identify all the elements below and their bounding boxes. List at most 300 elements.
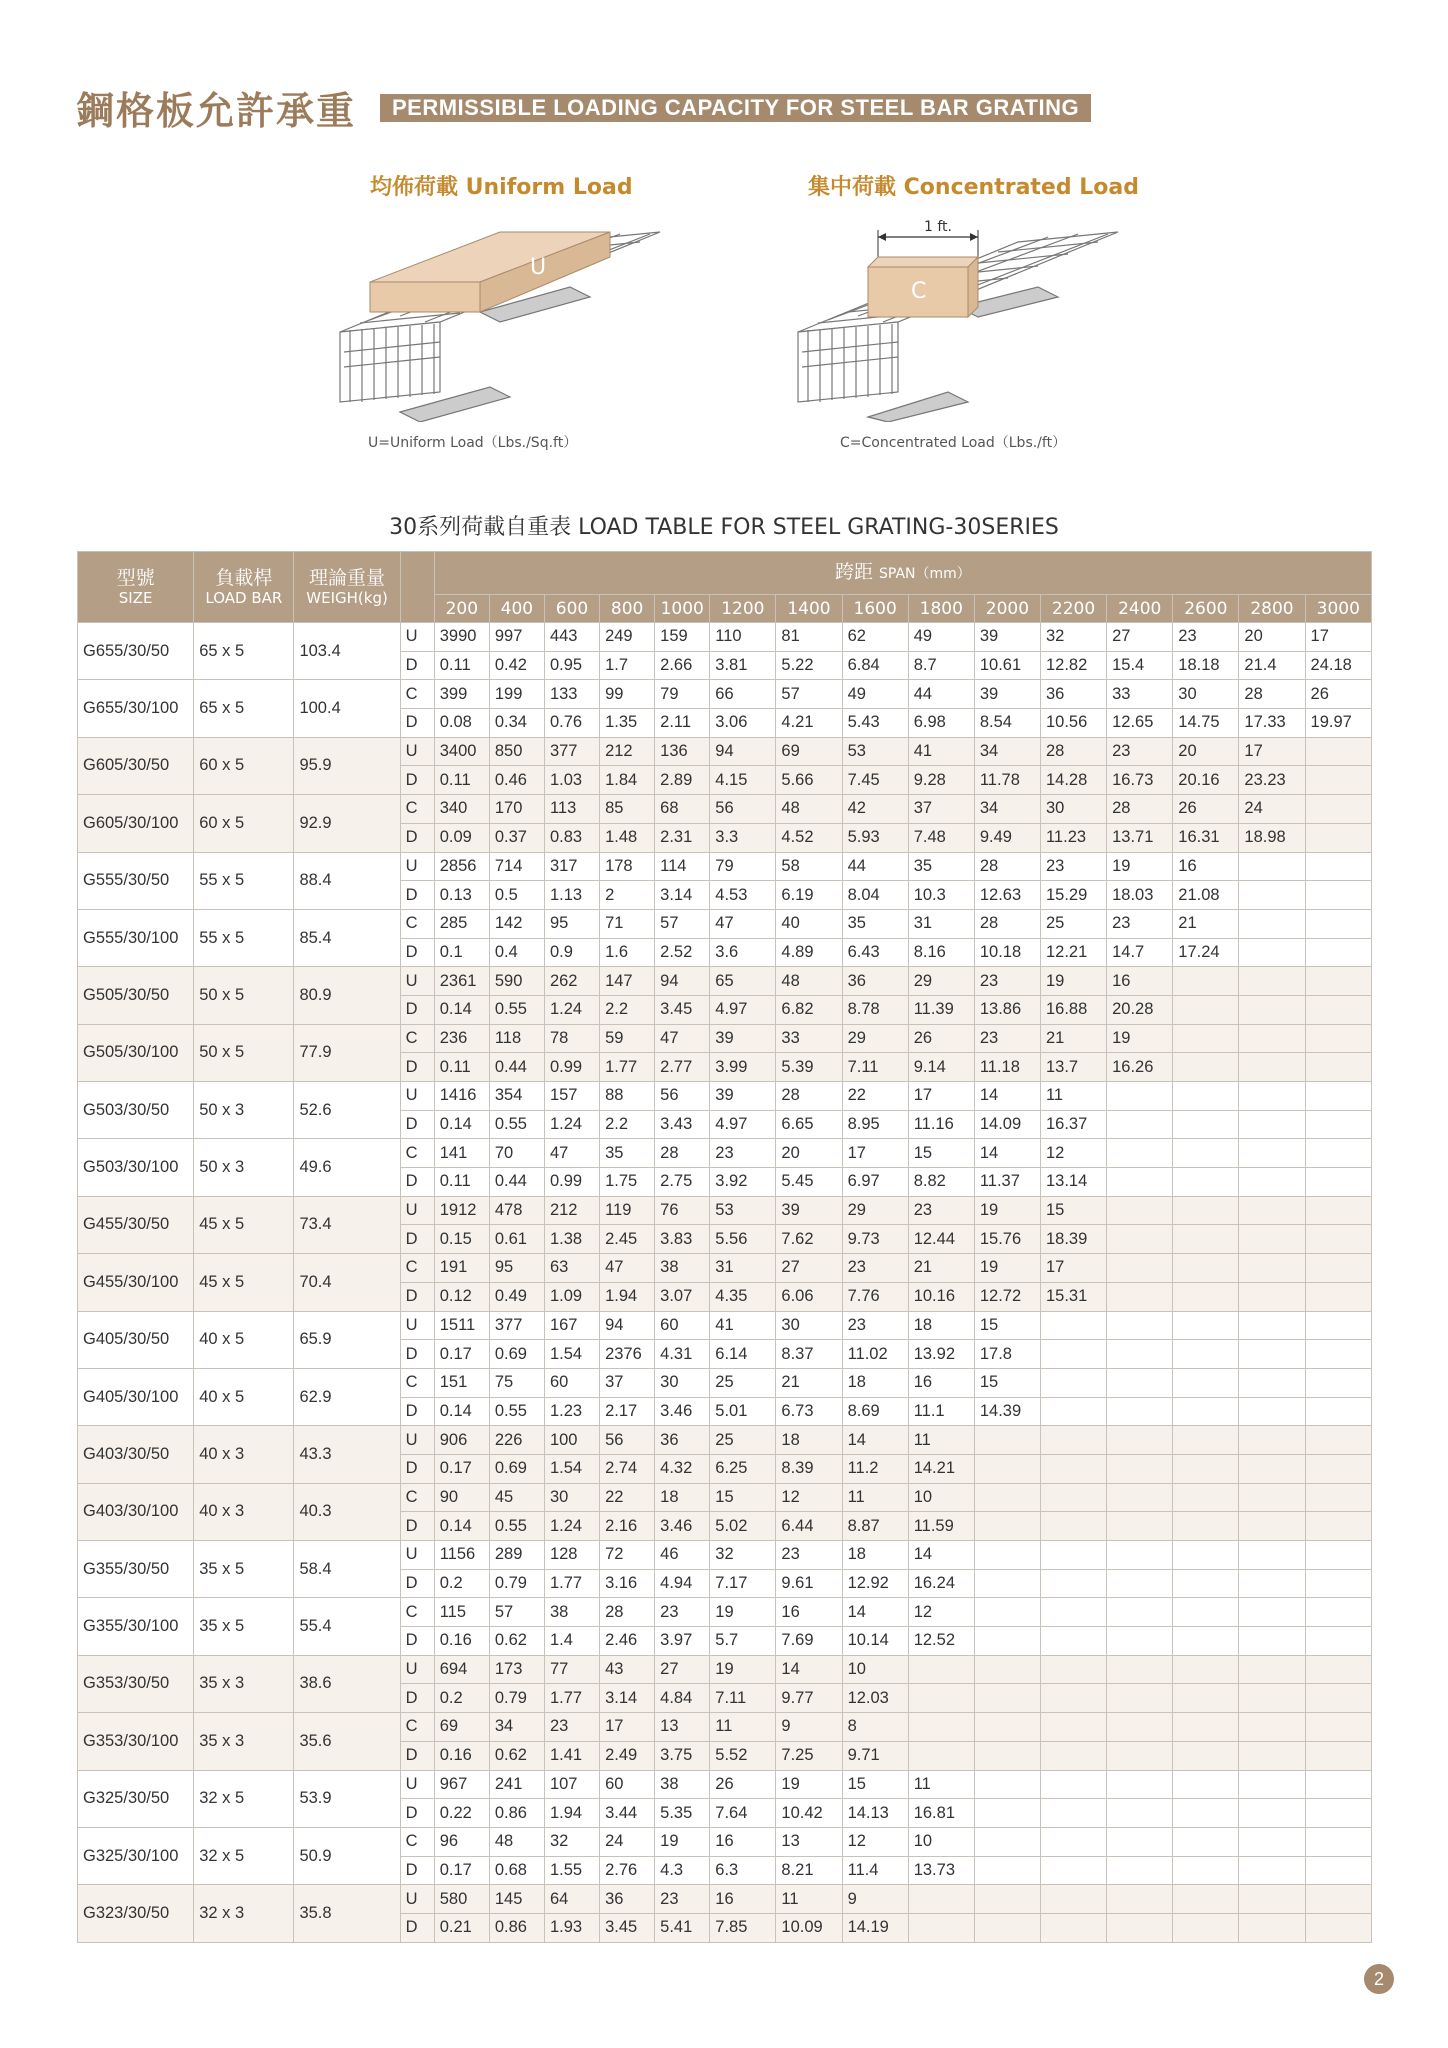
value-cell	[908, 1913, 974, 1942]
value-cell	[1040, 1426, 1106, 1455]
value-cell: 2.2	[600, 995, 655, 1024]
value-cell: 1.41	[544, 1741, 599, 1770]
value-cell: 1912	[434, 1196, 489, 1225]
value-cell: 11.59	[908, 1512, 974, 1541]
value-cell: 17	[600, 1713, 655, 1742]
value-cell: 5.41	[655, 1913, 710, 1942]
value-cell	[1305, 1483, 1371, 1512]
value-cell: 5.43	[842, 709, 908, 738]
value-cell	[1040, 1368, 1106, 1397]
value-cell: 59	[600, 1024, 655, 1053]
value-cell: 8.21	[776, 1856, 842, 1885]
value-cell	[1173, 1655, 1239, 1684]
value-cell: 3.97	[655, 1627, 710, 1656]
value-cell: 25	[710, 1426, 776, 1455]
value-cell: 212	[544, 1196, 599, 1225]
load-bar-cell: 65 x 5	[194, 680, 294, 737]
span-col-header: 1000	[655, 595, 710, 623]
value-cell: 47	[600, 1254, 655, 1283]
value-cell	[1239, 1913, 1305, 1942]
value-cell: 0.79	[489, 1569, 544, 1598]
table-row	[78, 1885, 1372, 1914]
value-cell: 0.62	[489, 1741, 544, 1770]
load-bar-cell: 60 x 5	[194, 737, 294, 794]
load-bar-cell: 50 x 3	[194, 1139, 294, 1196]
value-cell: 6.19	[776, 881, 842, 910]
value-cell: 71	[600, 909, 655, 938]
value-cell	[1305, 1569, 1371, 1598]
value-cell: 16	[710, 1885, 776, 1914]
value-cell: 1.35	[600, 709, 655, 738]
value-cell: 8.04	[842, 881, 908, 910]
value-cell: 10.3	[908, 881, 974, 910]
value-cell	[1305, 1053, 1371, 1082]
value-cell: 850	[489, 737, 544, 766]
value-cell	[908, 1741, 974, 1770]
value-cell: 17.8	[974, 1340, 1040, 1369]
value-cell: 27	[776, 1254, 842, 1283]
value-cell: 354	[489, 1082, 544, 1111]
value-cell	[1239, 1397, 1305, 1426]
value-cell: 45	[489, 1483, 544, 1512]
value-cell: 10	[842, 1655, 908, 1684]
value-cell: 4.84	[655, 1684, 710, 1713]
load-type-cell: U	[400, 1541, 434, 1570]
value-cell	[1239, 1053, 1305, 1082]
value-cell: 2.76	[600, 1856, 655, 1885]
weight-cell: 85.4	[294, 909, 400, 966]
size-cell: G405/30/50	[78, 1311, 194, 1368]
span-col-header: 2200	[1040, 595, 1106, 623]
value-cell: 48	[489, 1827, 544, 1856]
concentrated-load-diagram	[788, 212, 1128, 422]
value-cell	[1173, 1426, 1239, 1455]
value-cell	[1107, 1799, 1173, 1828]
value-cell	[1040, 1569, 1106, 1598]
value-cell	[1305, 1368, 1371, 1397]
value-cell: 147	[600, 967, 655, 996]
value-cell: 15	[908, 1139, 974, 1168]
value-cell	[1239, 995, 1305, 1024]
value-cell: 16	[1173, 852, 1239, 881]
value-cell: 0.42	[489, 651, 544, 680]
load-type-cell: C	[400, 1713, 434, 1742]
value-cell: 0.12	[434, 1282, 489, 1311]
size-cell: G605/30/50	[78, 737, 194, 794]
table-row	[78, 1139, 1372, 1168]
value-cell: 2.16	[600, 1512, 655, 1541]
value-cell	[1305, 938, 1371, 967]
value-cell: 63	[544, 1254, 599, 1283]
value-cell: 191	[434, 1254, 489, 1283]
value-cell	[1040, 1397, 1106, 1426]
load-type-cell: D	[400, 1913, 434, 1942]
value-cell	[1040, 1340, 1106, 1369]
value-cell	[1107, 1770, 1173, 1799]
weight-cell: 55.4	[294, 1598, 400, 1655]
load-type-cell: C	[400, 1254, 434, 1283]
value-cell: 0.37	[489, 823, 544, 852]
value-cell: 0.09	[434, 823, 489, 852]
value-cell: 47	[655, 1024, 710, 1053]
value-cell: 4.3	[655, 1856, 710, 1885]
weight-cell: 53.9	[294, 1770, 400, 1827]
load-bar-cell: 35 x 3	[194, 1655, 294, 1712]
value-cell: 47	[544, 1139, 599, 1168]
value-cell: 95	[544, 909, 599, 938]
table-row	[78, 795, 1372, 824]
value-cell: 23	[710, 1139, 776, 1168]
value-cell	[1305, 1827, 1371, 1856]
table-row	[78, 1598, 1372, 1627]
value-cell: 0.15	[434, 1225, 489, 1254]
size-cell: G455/30/100	[78, 1254, 194, 1311]
weight-cell: 100.4	[294, 680, 400, 737]
load-type-cell: D	[400, 823, 434, 852]
value-cell: 27	[1107, 623, 1173, 652]
value-cell	[974, 1827, 1040, 1856]
value-cell: 48	[776, 795, 842, 824]
value-cell	[1107, 1913, 1173, 1942]
value-cell: 79	[655, 680, 710, 709]
value-cell: 0.69	[489, 1454, 544, 1483]
value-cell: 8.39	[776, 1454, 842, 1483]
value-cell: 10.42	[776, 1799, 842, 1828]
value-cell: 19	[710, 1598, 776, 1627]
load-bar-cell: 40 x 3	[194, 1483, 294, 1540]
value-cell: 23	[842, 1311, 908, 1340]
value-cell: 2.74	[600, 1454, 655, 1483]
value-cell: 1.94	[544, 1799, 599, 1828]
size-cell: G353/30/50	[78, 1655, 194, 1712]
weight-cell: 35.8	[294, 1885, 400, 1942]
value-cell: 28	[1239, 680, 1305, 709]
value-cell: 30	[1173, 680, 1239, 709]
value-cell: 8.37	[776, 1340, 842, 1369]
value-cell	[1239, 1196, 1305, 1225]
value-cell: 12	[776, 1483, 842, 1512]
load-bar-cell: 45 x 5	[194, 1196, 294, 1253]
value-cell: 2.17	[600, 1397, 655, 1426]
value-cell	[974, 1856, 1040, 1885]
value-cell: 1.54	[544, 1454, 599, 1483]
value-cell: 17.33	[1239, 709, 1305, 738]
weight-cell: 62.9	[294, 1368, 400, 1425]
value-cell: 285	[434, 909, 489, 938]
value-cell: 9.28	[908, 766, 974, 795]
value-cell: 1511	[434, 1311, 489, 1340]
value-cell: 39	[974, 623, 1040, 652]
value-cell: 1.23	[544, 1397, 599, 1426]
load-bar-cell: 50 x 5	[194, 967, 294, 1024]
value-cell: 14.09	[974, 1110, 1040, 1139]
value-cell	[1305, 1110, 1371, 1139]
value-cell: 2.2	[600, 1110, 655, 1139]
value-cell: 23	[655, 1598, 710, 1627]
value-cell	[1239, 1254, 1305, 1283]
value-cell: 8.16	[908, 938, 974, 967]
load-bar-cell: 60 x 5	[194, 795, 294, 852]
value-cell	[1239, 1225, 1305, 1254]
value-cell	[1239, 967, 1305, 996]
value-cell: 11.4	[842, 1856, 908, 1885]
value-cell	[974, 1541, 1040, 1570]
value-cell	[1040, 1454, 1106, 1483]
value-cell: 15	[1040, 1196, 1106, 1225]
value-cell: 12	[842, 1827, 908, 1856]
value-cell	[1173, 1741, 1239, 1770]
span-col-header: 800	[600, 595, 655, 623]
load-type-cell: C	[400, 795, 434, 824]
value-cell	[1239, 1139, 1305, 1168]
value-cell: 1.75	[600, 1168, 655, 1197]
weight-header: 理論重量 WEIGH(kg)	[294, 552, 400, 623]
value-cell: 14	[842, 1426, 908, 1455]
value-cell: 478	[489, 1196, 544, 1225]
value-cell	[1239, 1340, 1305, 1369]
value-cell	[1173, 1856, 1239, 1885]
value-cell: 7.25	[776, 1741, 842, 1770]
value-cell: 13.71	[1107, 823, 1173, 852]
value-cell: 28	[600, 1598, 655, 1627]
size-cell: G325/30/50	[78, 1770, 194, 1827]
value-cell: 5.66	[776, 766, 842, 795]
value-cell: 46	[655, 1541, 710, 1570]
load-type-cell: D	[400, 1569, 434, 1598]
value-cell: 9	[776, 1713, 842, 1742]
value-cell: 53	[842, 737, 908, 766]
value-cell: 1.7	[600, 651, 655, 680]
value-cell: 11	[710, 1713, 776, 1742]
value-cell: 69	[776, 737, 842, 766]
value-cell	[1173, 1340, 1239, 1369]
value-cell: 6.73	[776, 1397, 842, 1426]
value-cell: 57	[776, 680, 842, 709]
value-cell: 56	[600, 1426, 655, 1455]
load-bar-cell: 65 x 5	[194, 623, 294, 680]
table-row	[78, 967, 1372, 996]
value-cell	[1305, 1454, 1371, 1483]
size-cell: G403/30/100	[78, 1483, 194, 1540]
value-cell: 18.03	[1107, 881, 1173, 910]
value-cell: 24.18	[1305, 651, 1371, 680]
weight-cell: 50.9	[294, 1827, 400, 1884]
value-cell: 6.84	[842, 651, 908, 680]
value-cell	[1107, 1340, 1173, 1369]
type-header	[400, 552, 434, 623]
table-row	[78, 737, 1372, 766]
value-cell: 9.49	[974, 823, 1040, 852]
value-cell: 15	[842, 1770, 908, 1799]
value-cell: 0.14	[434, 1512, 489, 1541]
value-cell: 60	[655, 1311, 710, 1340]
page-title-en: PERMISSIBLE LOADING CAPACITY FOR STEEL BAR GRATING	[380, 94, 1091, 122]
value-cell: 0.08	[434, 709, 489, 738]
load-type-cell: D	[400, 881, 434, 910]
value-cell	[1173, 1885, 1239, 1914]
value-cell: 14.75	[1173, 709, 1239, 738]
value-cell: 30	[776, 1311, 842, 1340]
value-cell: 997	[489, 623, 544, 652]
value-cell: 18	[776, 1426, 842, 1455]
value-cell	[1305, 1082, 1371, 1111]
load-type-cell: D	[400, 1741, 434, 1770]
value-cell	[1305, 1627, 1371, 1656]
value-cell: 3.44	[600, 1799, 655, 1828]
load-bar-cell: 40 x 5	[194, 1311, 294, 1368]
value-cell	[1173, 1541, 1239, 1570]
dimension-label: 1 ft.	[924, 219, 952, 235]
value-cell	[1239, 1082, 1305, 1111]
value-cell: 3.07	[655, 1282, 710, 1311]
value-cell: 34	[974, 737, 1040, 766]
load-type-cell: D	[400, 938, 434, 967]
value-cell: 79	[710, 852, 776, 881]
value-cell	[1040, 1856, 1106, 1885]
value-cell: 40	[776, 909, 842, 938]
load-type-cell: D	[400, 1053, 434, 1082]
value-cell	[1305, 1799, 1371, 1828]
value-cell	[1173, 1483, 1239, 1512]
value-cell	[1305, 1024, 1371, 1053]
value-cell: 2361	[434, 967, 489, 996]
value-cell: 16.81	[908, 1799, 974, 1828]
value-cell	[1305, 1282, 1371, 1311]
value-cell	[1239, 1627, 1305, 1656]
weight-cell: 35.6	[294, 1713, 400, 1770]
value-cell: 23	[1173, 623, 1239, 652]
value-cell: 10.18	[974, 938, 1040, 967]
value-cell: 3.75	[655, 1741, 710, 1770]
value-cell: 23	[1107, 909, 1173, 938]
value-cell: 16.31	[1173, 823, 1239, 852]
value-cell: 0.55	[489, 1512, 544, 1541]
value-cell: 14.28	[1040, 766, 1106, 795]
span-header: 跨距 SPAN（mm）	[434, 552, 1371, 595]
value-cell: 9.77	[776, 1684, 842, 1713]
value-cell: 3.3	[710, 823, 776, 852]
value-cell	[1305, 852, 1371, 881]
value-cell: 69	[434, 1713, 489, 1742]
value-cell: 10.61	[974, 651, 1040, 680]
table-title: 30系列荷載自重表 LOAD TABLE FOR STEEL GRATING-30SERIES	[389, 515, 1059, 540]
value-cell: 23	[842, 1254, 908, 1283]
value-cell: 3.14	[600, 1684, 655, 1713]
value-cell: 0.11	[434, 651, 489, 680]
value-cell: 49	[908, 623, 974, 652]
value-cell: 317	[544, 852, 599, 881]
value-cell: 23	[974, 967, 1040, 996]
weight-cell: 49.6	[294, 1139, 400, 1196]
value-cell: 15.4	[1107, 651, 1173, 680]
value-cell: 21	[1173, 909, 1239, 938]
value-cell: 5.93	[842, 823, 908, 852]
value-cell: 0.14	[434, 1110, 489, 1139]
value-cell: 6.97	[842, 1168, 908, 1197]
value-cell	[1239, 1168, 1305, 1197]
value-cell: 3.45	[600, 1913, 655, 1942]
value-cell: 167	[544, 1311, 599, 1340]
value-cell: 12.65	[1107, 709, 1173, 738]
value-cell: 35	[600, 1139, 655, 1168]
value-cell: 10	[908, 1827, 974, 1856]
value-cell: 1.38	[544, 1225, 599, 1254]
value-cell: 88	[600, 1082, 655, 1111]
load-type-cell: U	[400, 1655, 434, 1684]
value-cell: 0.83	[544, 823, 599, 852]
value-cell: 0.4	[489, 938, 544, 967]
value-cell	[1107, 1368, 1173, 1397]
value-cell: 0.62	[489, 1627, 544, 1656]
value-cell: 0.49	[489, 1282, 544, 1311]
value-cell: 0.13	[434, 881, 489, 910]
value-cell	[974, 1426, 1040, 1455]
value-cell	[1173, 1168, 1239, 1197]
value-cell: 1.84	[600, 766, 655, 795]
value-cell: 3.99	[710, 1053, 776, 1082]
value-cell: 3.06	[710, 709, 776, 738]
value-cell	[1107, 1196, 1173, 1225]
value-cell: 13.73	[908, 1856, 974, 1885]
span-col-header: 1800	[908, 595, 974, 623]
weight-cell: 103.4	[294, 623, 400, 680]
value-cell: 377	[489, 1311, 544, 1340]
value-cell: 12.44	[908, 1225, 974, 1254]
value-cell	[1305, 909, 1371, 938]
value-cell: 12	[1040, 1139, 1106, 1168]
value-cell	[1305, 1770, 1371, 1799]
value-cell: 6.82	[776, 995, 842, 1024]
value-cell: 4.21	[776, 709, 842, 738]
value-cell: 1.13	[544, 881, 599, 910]
value-cell: 11.23	[1040, 823, 1106, 852]
value-cell	[1239, 1454, 1305, 1483]
value-cell: 6.44	[776, 1512, 842, 1541]
value-cell: 399	[434, 680, 489, 709]
value-cell: 1.03	[544, 766, 599, 795]
load-bar-cell: 45 x 5	[194, 1254, 294, 1311]
value-cell	[1239, 1655, 1305, 1684]
value-cell: 13	[776, 1827, 842, 1856]
value-cell: 30	[1040, 795, 1106, 824]
value-cell: 23	[544, 1713, 599, 1742]
value-cell	[1239, 909, 1305, 938]
value-cell: 9.73	[842, 1225, 908, 1254]
value-cell: 115	[434, 1598, 489, 1627]
value-cell: 38	[655, 1770, 710, 1799]
value-cell: 22	[600, 1483, 655, 1512]
value-cell	[974, 1713, 1040, 1742]
value-cell	[1173, 1627, 1239, 1656]
value-cell: 289	[489, 1541, 544, 1570]
load-type-cell: C	[400, 1483, 434, 1512]
value-cell: 1.54	[544, 1340, 599, 1369]
value-cell: 12.82	[1040, 651, 1106, 680]
value-cell: 36	[600, 1885, 655, 1914]
table-row	[78, 1426, 1372, 1455]
value-cell: 13.92	[908, 1340, 974, 1369]
value-cell: 2.75	[655, 1168, 710, 1197]
value-cell: 5.22	[776, 651, 842, 680]
value-cell: 9.71	[842, 1741, 908, 1770]
value-cell: 21	[908, 1254, 974, 1283]
value-cell: 6.06	[776, 1282, 842, 1311]
value-cell: 6.14	[710, 1340, 776, 1369]
value-cell: 14	[842, 1598, 908, 1627]
value-cell: 8.87	[842, 1512, 908, 1541]
weight-cell: 65.9	[294, 1311, 400, 1368]
value-cell	[1305, 995, 1371, 1024]
